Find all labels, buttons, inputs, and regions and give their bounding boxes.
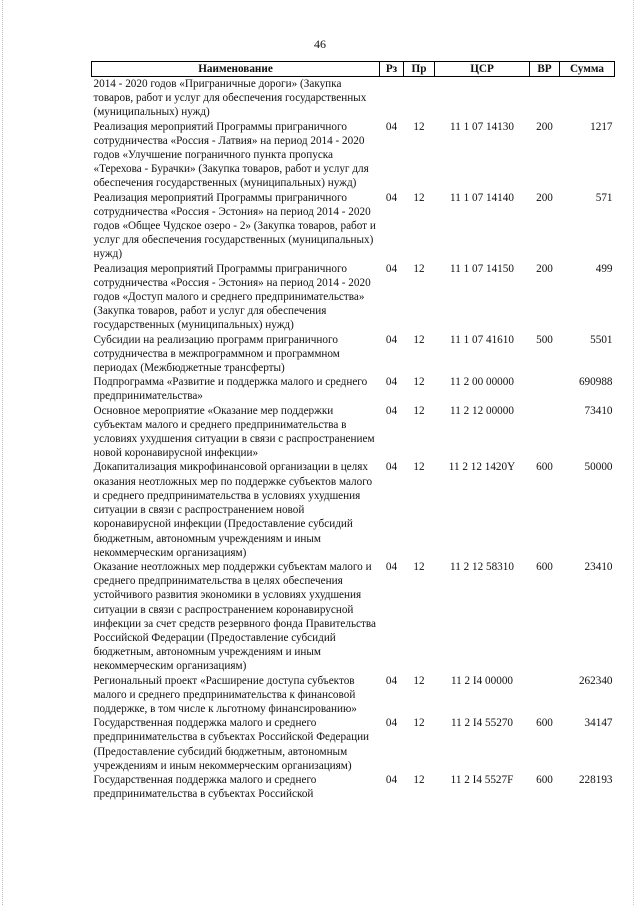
- row-name-cell: Основное мероприятие «Оказание мер поддержки субъектам малого и среднего предпринимательства в условиях ухудшения ситуации в связи с распространением новой коронавирусной инфекции»: [93, 404, 375, 460]
- row-name-cell: Государственная поддержка малого и среднего предпринимательства в субъектах Российской: [93, 773, 317, 801]
- row-vr-cell: 200: [536, 262, 553, 275]
- table-row: [92, 262, 615, 333]
- row-csr-cell: 11 2 12 58310: [450, 560, 514, 573]
- row-name-cell: Реализация мероприятий Программы приграничного сотрудничества «Россия - Латвия» на период 2014 - 2020 годов «Улучшение пограничного пункта пропуска «Терехова - Бурачки» (Закупка товаров, работ и услуг для обеспечения государственных (муниципальных) нужд): [93, 120, 369, 190]
- row-sum-cell: 23410: [584, 560, 613, 573]
- row-rz-cell: 04: [385, 333, 398, 346]
- row-pr-cell: 12: [413, 262, 425, 275]
- row-vr-cell: [530, 375, 560, 403]
- scan-margin-line: [633, 0, 635, 905]
- row-rz-cell: [380, 77, 404, 120]
- table-row: [92, 404, 615, 461]
- table-row: [92, 191, 615, 262]
- row-vr-cell: 600: [536, 560, 553, 573]
- row-rz-cell: 04: [385, 120, 398, 133]
- row-vr-cell: 600: [536, 773, 553, 786]
- row-name-cell: 2014 - 2020 годов «Приграничные дороги» (Закупка товаров, работ и услуг для обеспечения государственных (муниципальных) нужд): [93, 78, 367, 119]
- row-pr-cell: 12: [413, 461, 425, 474]
- row-pr-cell: 12: [413, 404, 425, 417]
- row-name-cell: Региональный проект «Расширение доступа субъектов малого и среднего предпринимательства к финансовой поддержке, в том числе к льготному финансированию»: [93, 674, 357, 715]
- row-sum-cell: 50000: [584, 461, 613, 474]
- row-csr-cell: 11 2 I4 55270: [450, 717, 514, 730]
- row-sum-cell: 5501: [590, 333, 613, 346]
- row-rz-cell: 04: [385, 262, 398, 275]
- row-csr-cell: 11 2 I4 5527F: [450, 773, 514, 786]
- row-vr-cell: 500: [536, 333, 553, 346]
- row-rz-cell: 04: [385, 674, 398, 687]
- page-number: 46: [314, 37, 326, 51]
- row-name-cell: Субсидии на реализацию программ приграничного сотрудничества в межпрограммном и программном периодах (Межбюджетные трансферты): [93, 333, 340, 375]
- column-header-name: Наименование: [92, 62, 380, 77]
- row-csr-cell: 11 1 07 14130: [450, 120, 514, 133]
- row-sum-cell: 73410: [584, 404, 613, 417]
- row-vr-cell: [530, 77, 560, 120]
- table-row: [92, 716, 615, 773]
- column-header-pr: Пр: [404, 62, 435, 77]
- column-header-vr: ВР: [530, 62, 560, 77]
- table-row: [92, 333, 615, 376]
- row-sum-cell: 228193: [578, 773, 613, 786]
- row-sum-cell: 571: [595, 191, 613, 204]
- row-pr-cell: 12: [413, 773, 425, 786]
- row-rz-cell: 04: [385, 376, 398, 389]
- row-pr-cell: 12: [413, 717, 425, 730]
- row-pr-cell: 12: [413, 674, 425, 687]
- scan-margin-line: [2, 0, 4, 905]
- row-csr-cell: 11 1 07 14140: [450, 191, 514, 204]
- table-row: [92, 674, 615, 717]
- row-csr-cell: 11 1 07 41610: [450, 333, 514, 346]
- row-rz-cell: 04: [385, 717, 398, 730]
- row-vr-cell: [530, 674, 560, 717]
- row-name-cell: Оказание неотложных мер поддержки субъектам малого и среднего предпринимательства в целях обеспечения устойчивого развития экономики в условиях ухудшения ситуации в связи с распространением коронавирусной инфекции за счет средств резервного фонда Правительства Российской Федерации (Предоставление субсидий бюджетным, автономным учреждениям и иным некоммерческим организациям): [93, 560, 377, 673]
- table-row: [92, 375, 615, 403]
- column-header-rz: Рз: [380, 62, 404, 77]
- row-sum-cell: [560, 77, 615, 120]
- row-vr-cell: 200: [536, 120, 553, 133]
- table-row: [92, 560, 615, 674]
- row-name-cell: Реализация мероприятий Программы приграничного сотрудничества «Россия - Эстония» на период 2014 - 2020 годов «Общее Чудское озеро - 2» (Закупка товаров, работ и услуг для обеспечения государственных (муниципальных) нужд): [93, 191, 376, 261]
- row-csr-cell: 11 1 07 14150: [450, 262, 514, 275]
- table-row: [92, 460, 615, 559]
- row-pr-cell: 12: [413, 376, 425, 389]
- table-row: [92, 773, 615, 801]
- row-name-cell: Подпрограмма «Развитие и поддержка малого и среднего предпринимательства»: [93, 376, 368, 403]
- row-csr-cell: 11 2 12 1420Y: [448, 461, 516, 474]
- row-rz-cell: 04: [385, 404, 398, 417]
- row-sum-cell: 262340: [578, 674, 613, 687]
- row-pr-cell: 12: [413, 191, 425, 204]
- row-pr-cell: 12: [413, 333, 425, 346]
- row-rz-cell: 04: [385, 560, 398, 573]
- row-name-cell: Реализация мероприятий Программы приграничного сотрудничества «Россия - Эстония» на период 2014 - 2020 годов «Доступ малого и среднего предпринимательства» (Закупка товаров, работ и услуг для обеспечения государственных (муниципальных) нужд): [93, 262, 371, 332]
- budget-table: [91, 61, 615, 801]
- row-rz-cell: 04: [385, 461, 398, 474]
- row-csr-cell: 11 2 I4 00000: [450, 674, 514, 687]
- table-header-row: [92, 62, 615, 77]
- row-rz-cell: 04: [385, 773, 398, 786]
- row-sum-cell: 499: [595, 262, 613, 275]
- row-csr-cell: [435, 77, 530, 120]
- row-pr-cell: [404, 77, 435, 120]
- row-pr-cell: 12: [413, 560, 425, 573]
- row-vr-cell: 200: [536, 191, 553, 204]
- row-name-cell: Государственная поддержка малого и среднего предпринимательства в субъектах Российской Федерации (Предоставление субсидий бюджетным, автономным учреждениям и иным некоммерческим организациям): [93, 717, 370, 772]
- row-sum-cell: 34147: [584, 717, 613, 730]
- row-csr-cell: 11 2 12 00000: [450, 404, 514, 417]
- table-row: [92, 120, 615, 191]
- column-header-sum: Сумма: [560, 62, 615, 77]
- table-row: [92, 77, 615, 120]
- column-header-csr: ЦСР: [435, 62, 530, 77]
- row-rz-cell: 04: [385, 191, 398, 204]
- row-sum-cell: 690988: [578, 376, 613, 389]
- row-vr-cell: 600: [536, 461, 553, 474]
- row-name-cell: Докапитализация микрофинансовой организации в целях оказания неотложных мер по поддержке субъектов малого и среднего предпринимательства в условиях ухудшения ситуации в связи с распространением новой коронавирусной инфекции (Предоставление субсидий бюджетным, автономным учреждениям и иным некоммерческим организациям): [93, 461, 373, 559]
- row-csr-cell: 11 2 00 00000: [450, 376, 514, 389]
- row-pr-cell: 12: [413, 120, 425, 133]
- row-sum-cell: 1217: [590, 120, 613, 133]
- row-vr-cell: 600: [536, 717, 553, 730]
- row-vr-cell: [530, 404, 560, 461]
